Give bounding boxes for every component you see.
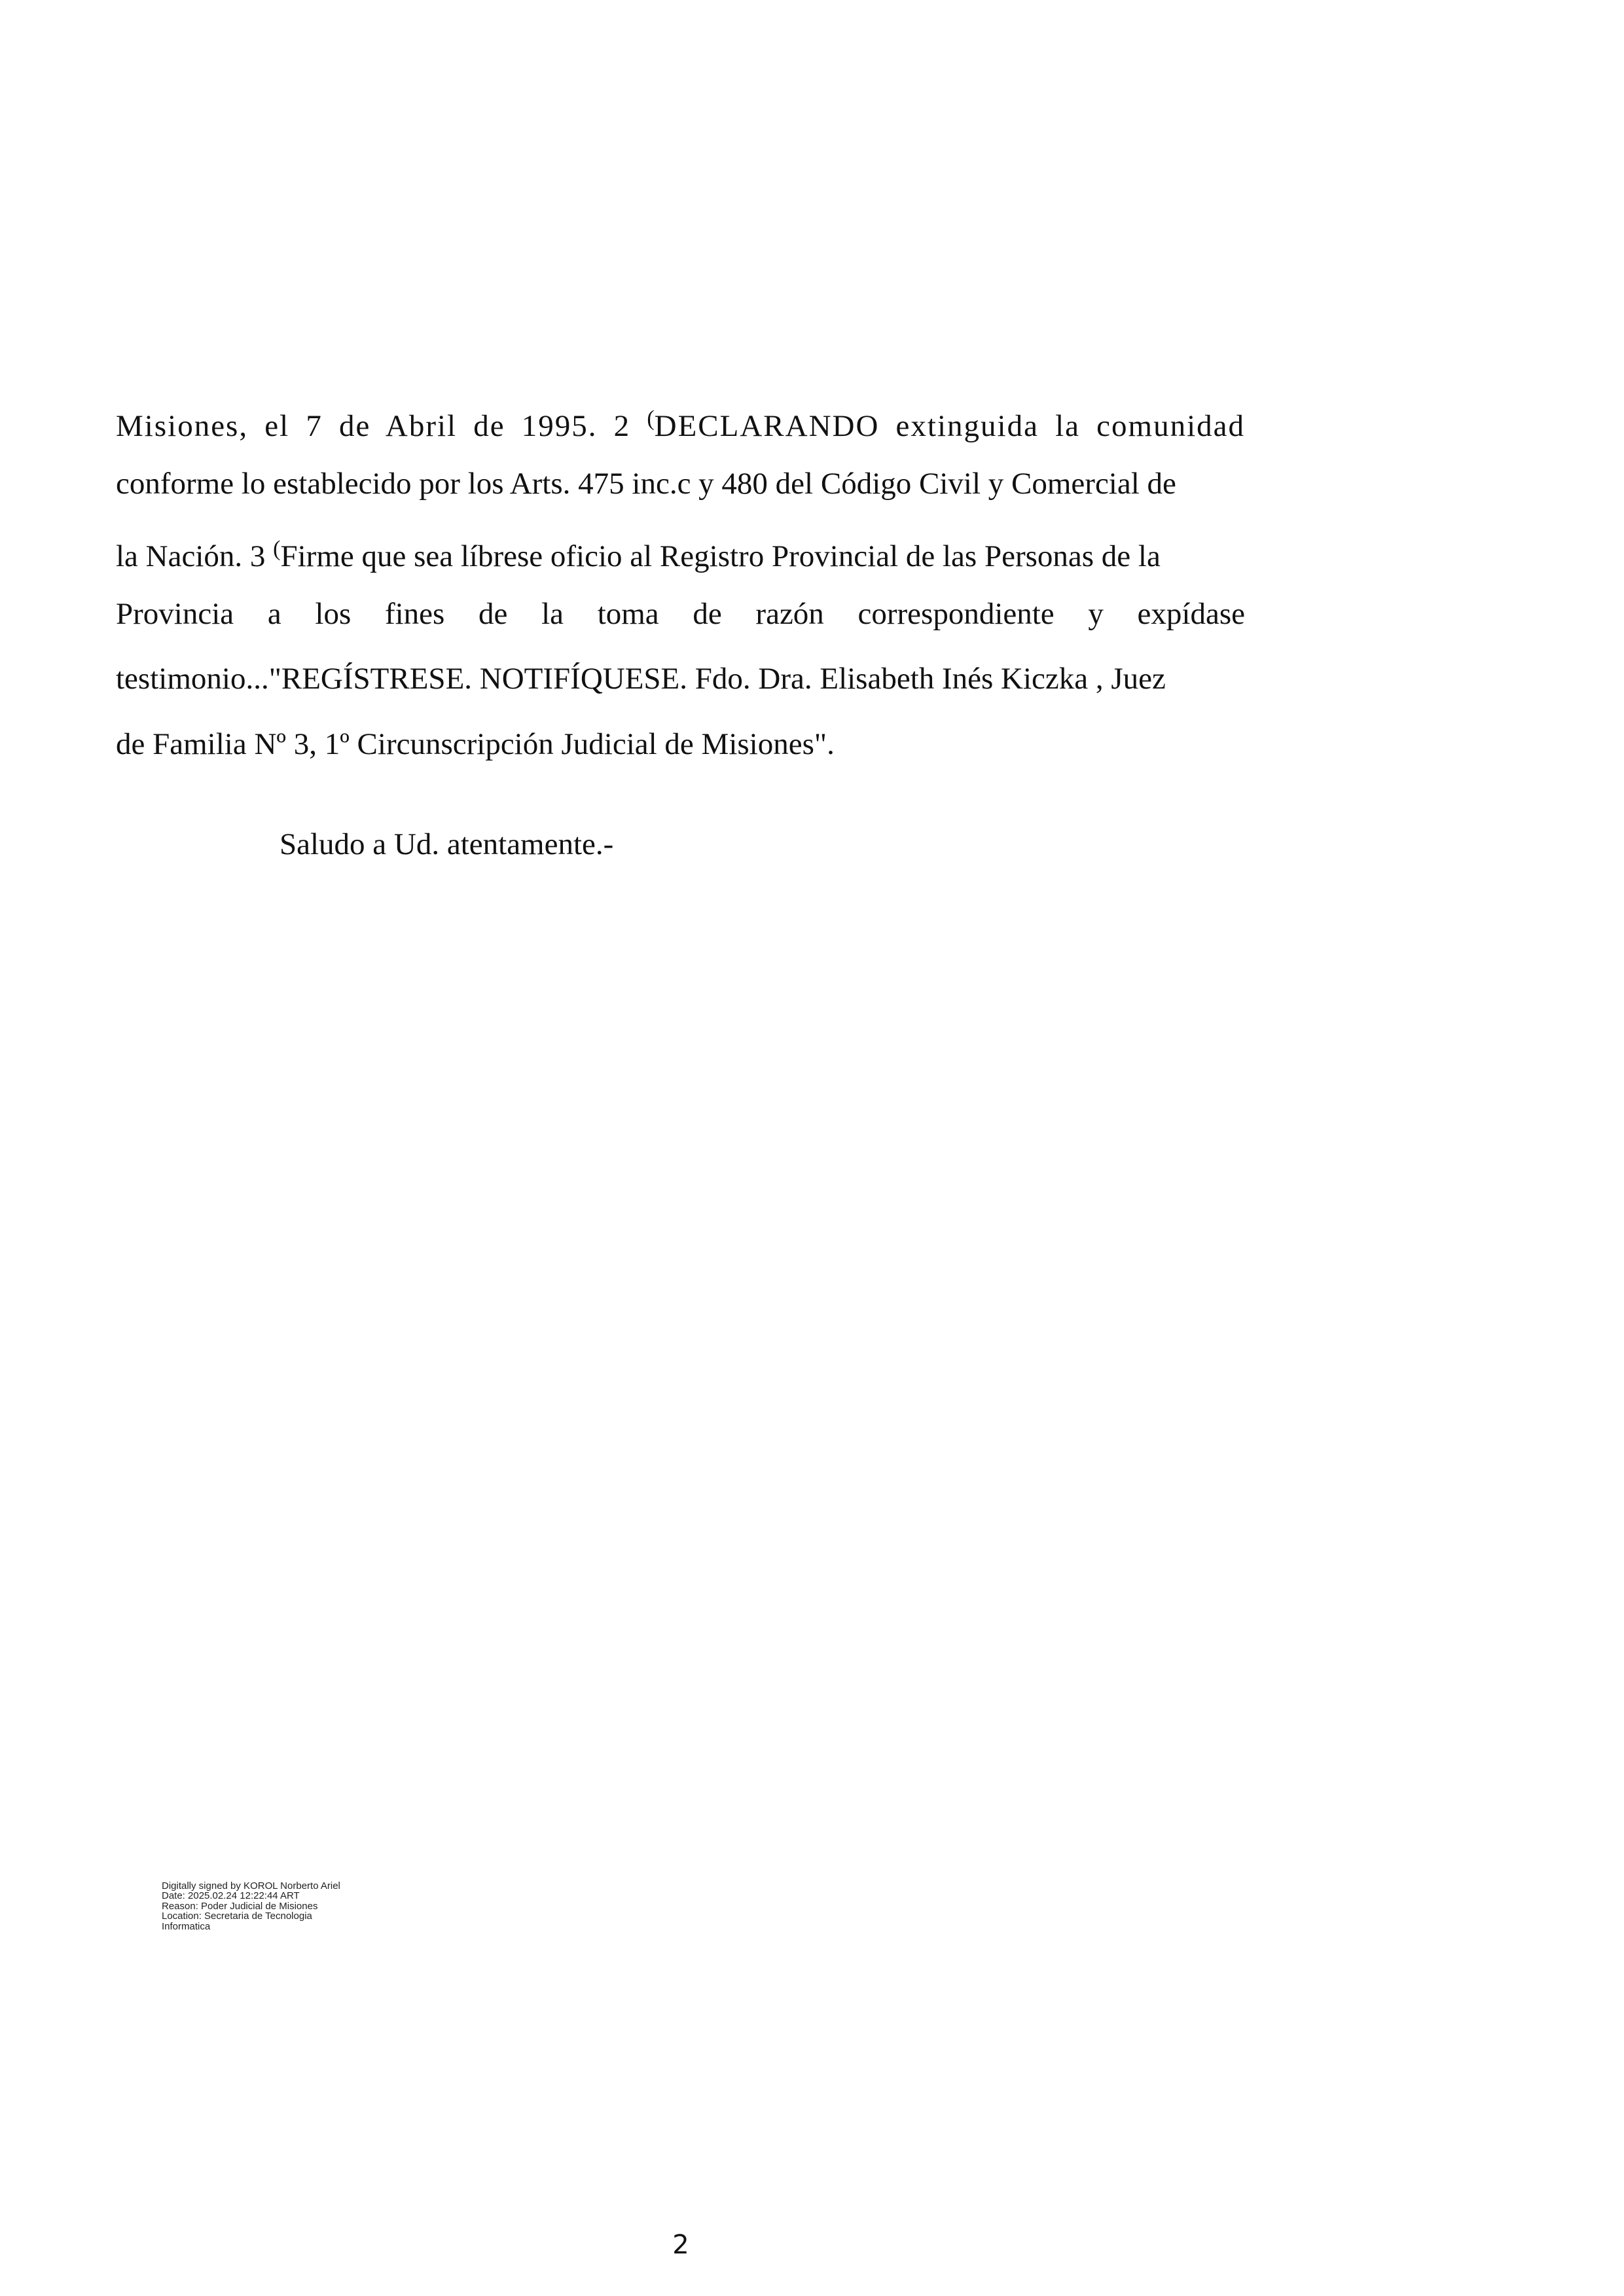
paragraph-line-1: [116, 386, 1245, 452]
closing-salutation: Saludo a Ud. atentamente.-: [280, 827, 614, 861]
signature-date: Date: 2025.02.24 12:22:44 ART: [162, 1890, 300, 1902]
line-3-start: la Nación. 3: [116, 539, 274, 573]
line-3-end: Firme que sea líbrese oficio al Registro Provincial de las Personas de la: [280, 539, 1161, 573]
paragraph-line-6: de Familia Nº 3, 1º Circunscripción Judicial de Misiones".: [116, 726, 835, 761]
superscript-marker: (: [647, 406, 655, 431]
line-1-start: Misiones, el 7 de Abril de 1995. 2: [116, 409, 647, 443]
paragraph-line-4: Provincia a los fines de la toma de razón correspondiente y expídase: [116, 596, 1245, 631]
paragraph-line-3: [116, 516, 1245, 582]
signature-location: Location: Secretaria de Tecnologia: [162, 1910, 312, 1922]
line-1-end: DECLARANDO extinguida la comunidad: [654, 409, 1245, 443]
signature-reason: Reason: Poder Judicial de Misiones: [162, 1900, 318, 1912]
paragraph-line-2: conforme lo establecido por los Arts. 475 inc.c y 480 del Código Civil y Comercial de: [116, 466, 1176, 501]
page-number: 2: [672, 2230, 689, 2260]
digital-signature-block: [162, 1881, 340, 1931]
signature-location-cont: Informatica: [162, 1920, 211, 1932]
body-paragraph: [116, 386, 1245, 777]
superscript-marker: (: [273, 537, 281, 561]
signature-signed-by: Digitally signed by KOROL Norberto Ariel: [162, 1880, 340, 1892]
paragraph-line-5: testimonio..."REGÍSTRESE. NOTIFÍQUESE. Fdo. Dra. Elisabeth Inés Kiczka , Juez: [116, 662, 1166, 696]
